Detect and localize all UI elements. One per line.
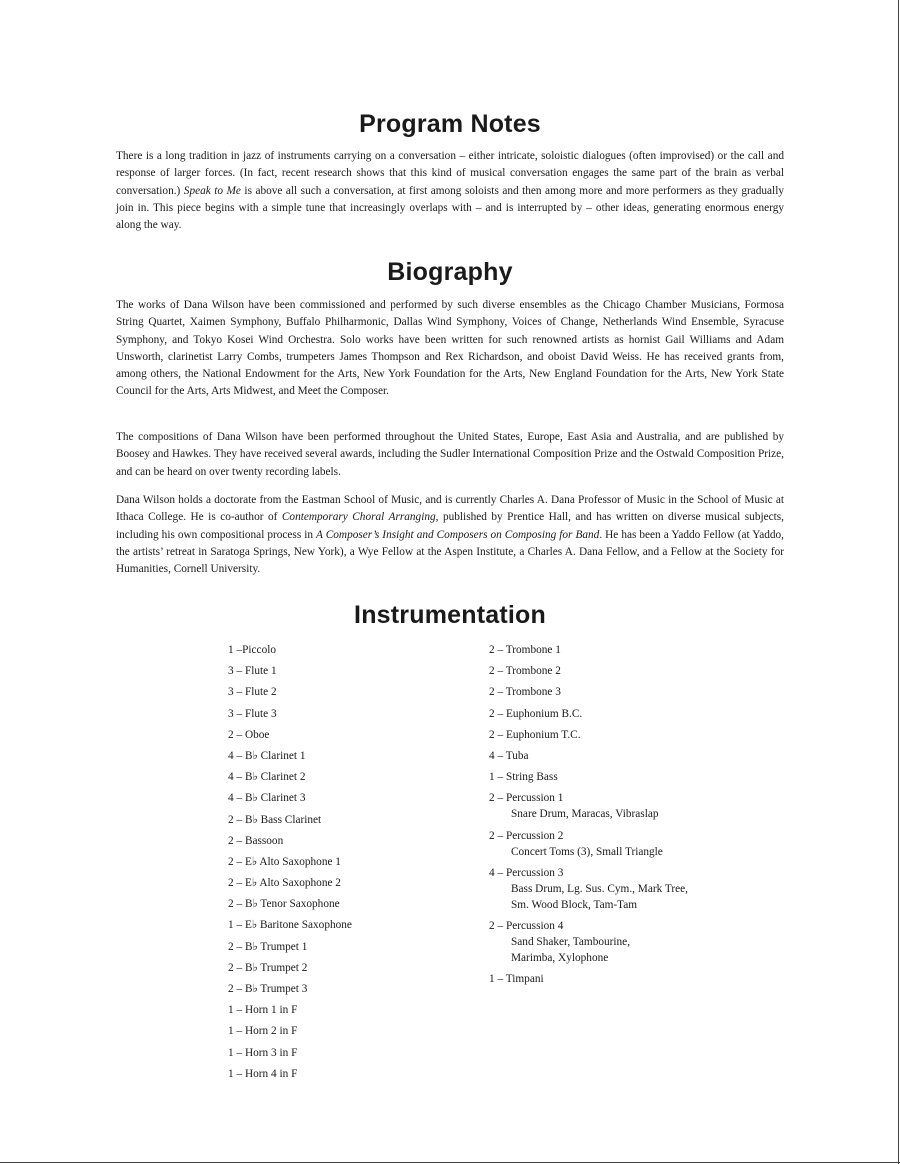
instrument-label: 2 – Percussion 4 xyxy=(489,919,564,932)
biography-heading: Biography xyxy=(387,258,513,286)
instrument-item-with-detail xyxy=(489,918,688,966)
instrument-item: 1 – Horn 1 in F xyxy=(228,1004,298,1017)
instrument-item: 4 – B♭ Clarinet 2 xyxy=(228,771,306,784)
biography-p3-text-b: , published by Prentice Hall, and has written on diverse musical subjects, including his own compositional process in xyxy=(116,511,784,541)
instrument-item: 2 – E♭ Alto Saxophone 2 xyxy=(228,877,341,890)
instrument-item: 1 – Horn 3 in F xyxy=(228,1046,298,1059)
instrument-item: 1 –Piccolo xyxy=(228,644,277,656)
instrument-item: 3 – Flute 3 xyxy=(228,707,277,720)
instrument-label: 2 – Percussion 2 xyxy=(489,829,564,842)
instrument-item: 2 – B♭ Trumpet 1 xyxy=(228,940,308,953)
instrument-item-with-detail xyxy=(489,865,688,913)
program-notes-heading: Program Notes xyxy=(359,110,541,138)
instrument-detail: Bass Drum, Lg. Sus. Cym., Mark Tree, xyxy=(511,882,688,895)
instrument-detail: Sand Shaker, Tambourine, xyxy=(511,935,631,948)
program-notes-piece-title: Speak to Me xyxy=(183,184,241,197)
instrument-item: 4 – B♭ Clarinet 3 xyxy=(228,792,306,805)
instrument-detail: Marimba, Xylophone xyxy=(511,951,609,964)
instrument-item: 2 – Trombone 3 xyxy=(489,686,561,699)
instrument-item-with-detail xyxy=(489,828,688,860)
instrument-item: 1 – Timpani xyxy=(489,973,544,986)
instrumentation-list-left xyxy=(228,642,352,1087)
page-edge-bottom xyxy=(0,1162,900,1163)
instrument-detail: Concert Toms (3), Small Triangle xyxy=(511,845,663,858)
instrument-item: 2 – Bassoon xyxy=(228,834,284,847)
instrument-item: 2 – B♭ Trumpet 2 xyxy=(228,961,308,974)
instrumentation-heading: Instrumentation xyxy=(354,601,546,629)
instrument-label: 4 – Percussion 3 xyxy=(489,866,564,879)
instrument-item-with-detail xyxy=(489,790,688,822)
instrument-item: 4 – B♭ Clarinet 1 xyxy=(228,749,306,762)
biography-book-title: Contemporary Choral Arranging xyxy=(281,511,436,524)
biography-p3-text-a: Dana Wilson holds a doctorate from the Eastman School of Music, and is currently Charles A. Dana Professor of Music in the School of Music at Ithaca College. He is co-author of xyxy=(116,494,784,524)
instrument-item: 2 – Oboe xyxy=(228,728,270,741)
biography-paragraph-2: The compositions of Dana Wilson have been performed throughout the United States, Europe, East Asia and Australia, and are published by Boosey and Hawkes. They have received several awards, including the Sudler International Composition Prize and the Ostwald Composition Prize, and can be heard on over twenty recording labels. xyxy=(116,431,784,478)
instrument-item: 1 – String Bass xyxy=(489,771,558,784)
program-notes-paragraph xyxy=(116,148,784,234)
instrument-item: 1 – Horn 4 in F xyxy=(228,1067,298,1080)
instrument-item: 1 – Horn 2 in F xyxy=(228,1025,298,1038)
instrument-item: 2 – E♭ Alto Saxophone 1 xyxy=(228,855,341,868)
instrument-item: 2 – B♭ Trumpet 3 xyxy=(228,983,308,995)
instrument-detail: Snare Drum, Maracas, Vibraslap xyxy=(511,808,659,821)
instrument-item: 2 – B♭ Bass Clarinet xyxy=(228,813,322,826)
biography-p3-text-c: . He has been a Yaddo Fellow (at Yaddo, the artists’ retreat in Saratoga Springs, New York), a Wye Fellow at the Aspen Institute, a Charles A. Dana Fellow, and a Fellow at the Society for Humanities, Cornell University. xyxy=(116,528,785,576)
instrument-item: 3 – Flute 2 xyxy=(228,686,277,699)
biography-book-title-2: A Composer’s Insight and Composers on Composing for Band xyxy=(316,528,600,541)
biography-paragraph-3 xyxy=(116,492,784,578)
page-edge-right xyxy=(898,0,899,1164)
program-notes-text-a: There is a long tradition in jazz of instruments carrying on a conversation – either intricate, soloistic dialogues (often improvised) or the call and response of larger forces. (In fact, recent research shows that this kind of musical conversation engages the same part of the brain as verbal conversation.) xyxy=(116,150,784,197)
instrument-item: 1 – E♭ Baritone Saxophone xyxy=(228,919,352,932)
program-notes-text-b: is above all such a conversation, at first among soloists and then among more and more performers as they gradually join in. This piece begins with a simple tune that increasingly overlaps with – and is interrupted by – other ideas, generating enormous energy along the way. xyxy=(116,184,784,232)
instrument-item: 2 – B♭ Tenor Saxophone xyxy=(228,898,340,911)
instrument-item: 2 – Euphonium B.C. xyxy=(489,707,583,720)
instrument-item: 2 – Euphonium T.C. xyxy=(489,728,581,741)
instrument-item: 3 – Flute 1 xyxy=(228,665,277,678)
instrument-item: 4 – Tuba xyxy=(489,749,529,762)
instrument-item: 2 – Trombone 1 xyxy=(489,644,561,656)
instrumentation-list-right xyxy=(489,642,688,992)
instrument-detail: Sm. Wood Block, Tam-Tam xyxy=(511,898,638,911)
biography-paragraph-1: The works of Dana Wilson have been commissioned and performed by such diverse ensembles as the Chicago Chamber Musicians, Formosa String Quartet, Xaimen Symphony, Buffalo Philharmonic, Dallas Wind Symphony, Voices of Change, Netherlands Wind Ensemble, Syracuse Symphony, and Tokyo Kosei Wind Orchestra. Solo works have been written for such renowned artists as hornist Gail Williams and Adam Unsworth, clarinetist Larry Combs, trumpeters James Thompson and Rex Richardson, and oboist David Weiss. He has received grants from, among others, the National Endowment for the Arts, New York Foundation for the Arts, New England Foundation for the Arts, New York State Council for the Arts, Arts Midwest, and Meet the Composer. xyxy=(116,299,784,398)
instrument-label: 2 – Percussion 1 xyxy=(489,792,564,805)
instrument-item: 2 – Trombone 2 xyxy=(489,665,561,678)
